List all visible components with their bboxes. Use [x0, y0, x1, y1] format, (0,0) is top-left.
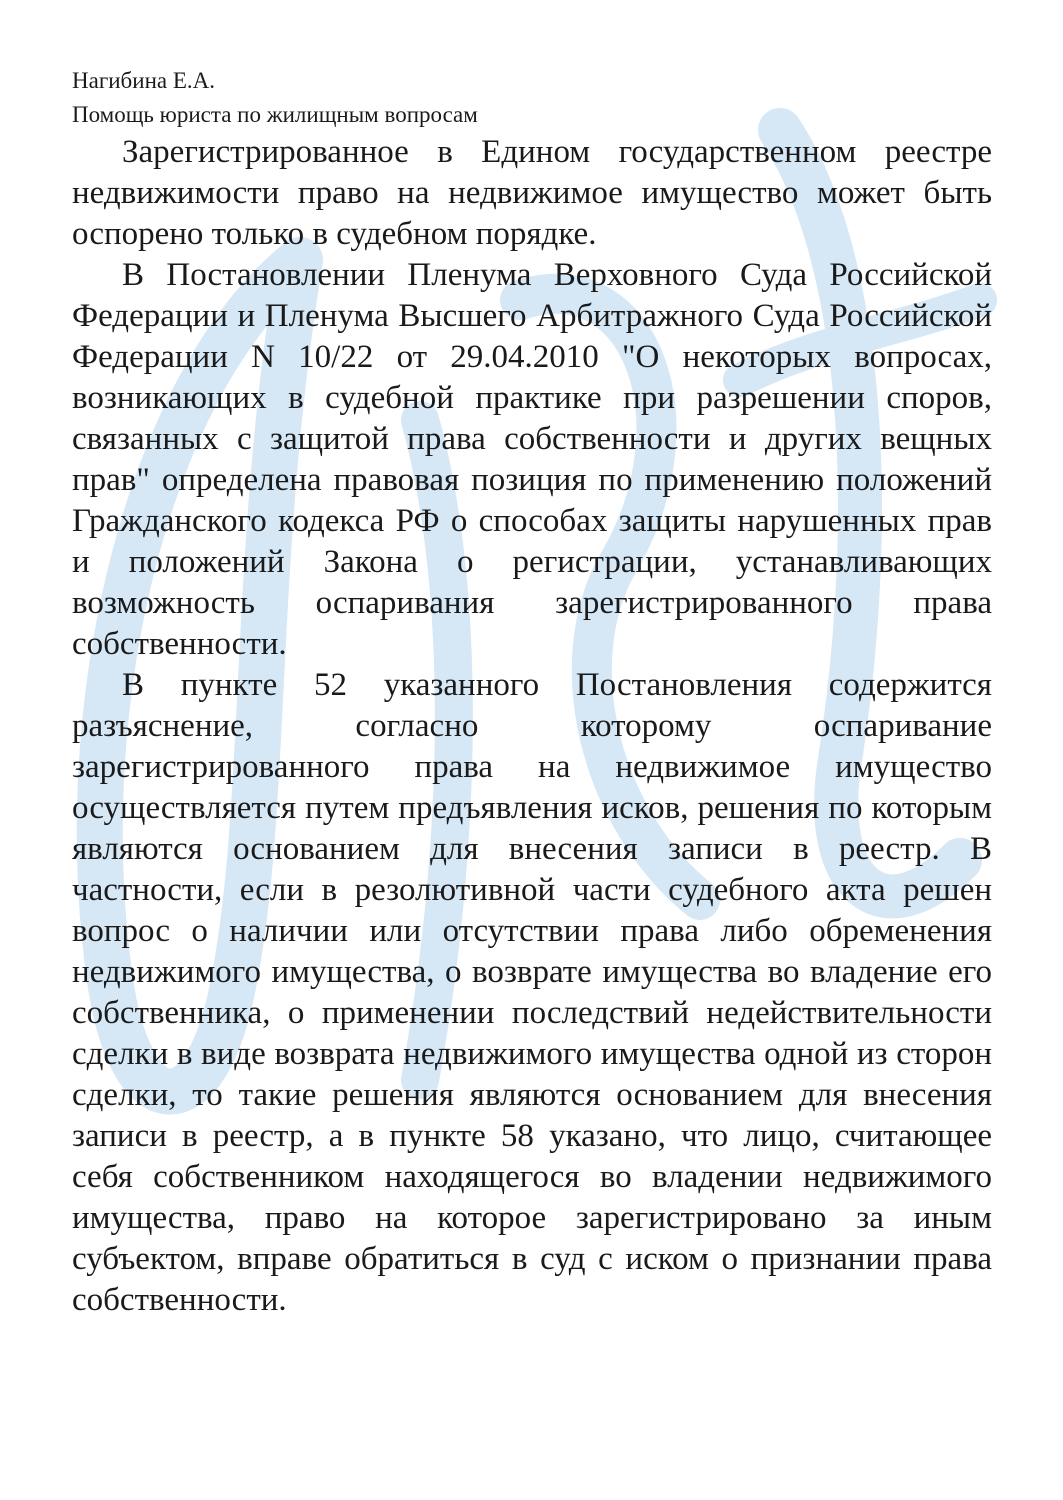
document-content	[72, 64, 992, 1321]
paragraph-1: Зарегистрированное в Едином государственном реестре недвижимости право на недвижимое имущество может быть оспорено только в судебном порядке.	[72, 134, 992, 252]
paragraph-3: В пункте 52 указанного Постановления содержится разъяснение, согласно которому оспаривание зарегистрированного права на недвижимое имущество осуществляется путем предъявления исков, решения по которым являются основанием для внесения записи в реестр. В частности, если в резолютивной части судебного акта решен вопрос о наличии или отсутствии права либо обременения недвижимого имущества, о возврате имущества во владение его собственника, о применении последствий недействительности сделки в виде возврата недвижимого имущества одной из сторон сделки, то такие решения являются основанием для внесения записи в реестр, а в пункте 58 указано, что лицо, считающее себя собственником находящегося во владении недвижимого имущества, право на которое зарегистрировано за иным субъектом, вправе обратиться в суд с иском о признании права собственности.	[72, 667, 992, 1318]
author-name: Нагибина Е.А.	[72, 68, 215, 93]
document-subtitle: Помощь юриста по жилищным вопросам	[72, 102, 478, 127]
paragraph-2: В Постановлении Пленума Верховного Суда Российской Федерации и Пленума Высшего Арбитражного Суда Российской Федерации N 10/22 от 29.04.2010 "О некоторых вопросах, возникающих в судебной практике при разрешении споров, связанных с защитой права собственности и других вещных прав" определена правовая позиция по применению положений Гражданского кодекса РФ о способах защиты нарушенных прав и положений Закона о регистрации, устанавливающих возможность оспаривания зарегистрированного права собственности.	[72, 257, 992, 662]
